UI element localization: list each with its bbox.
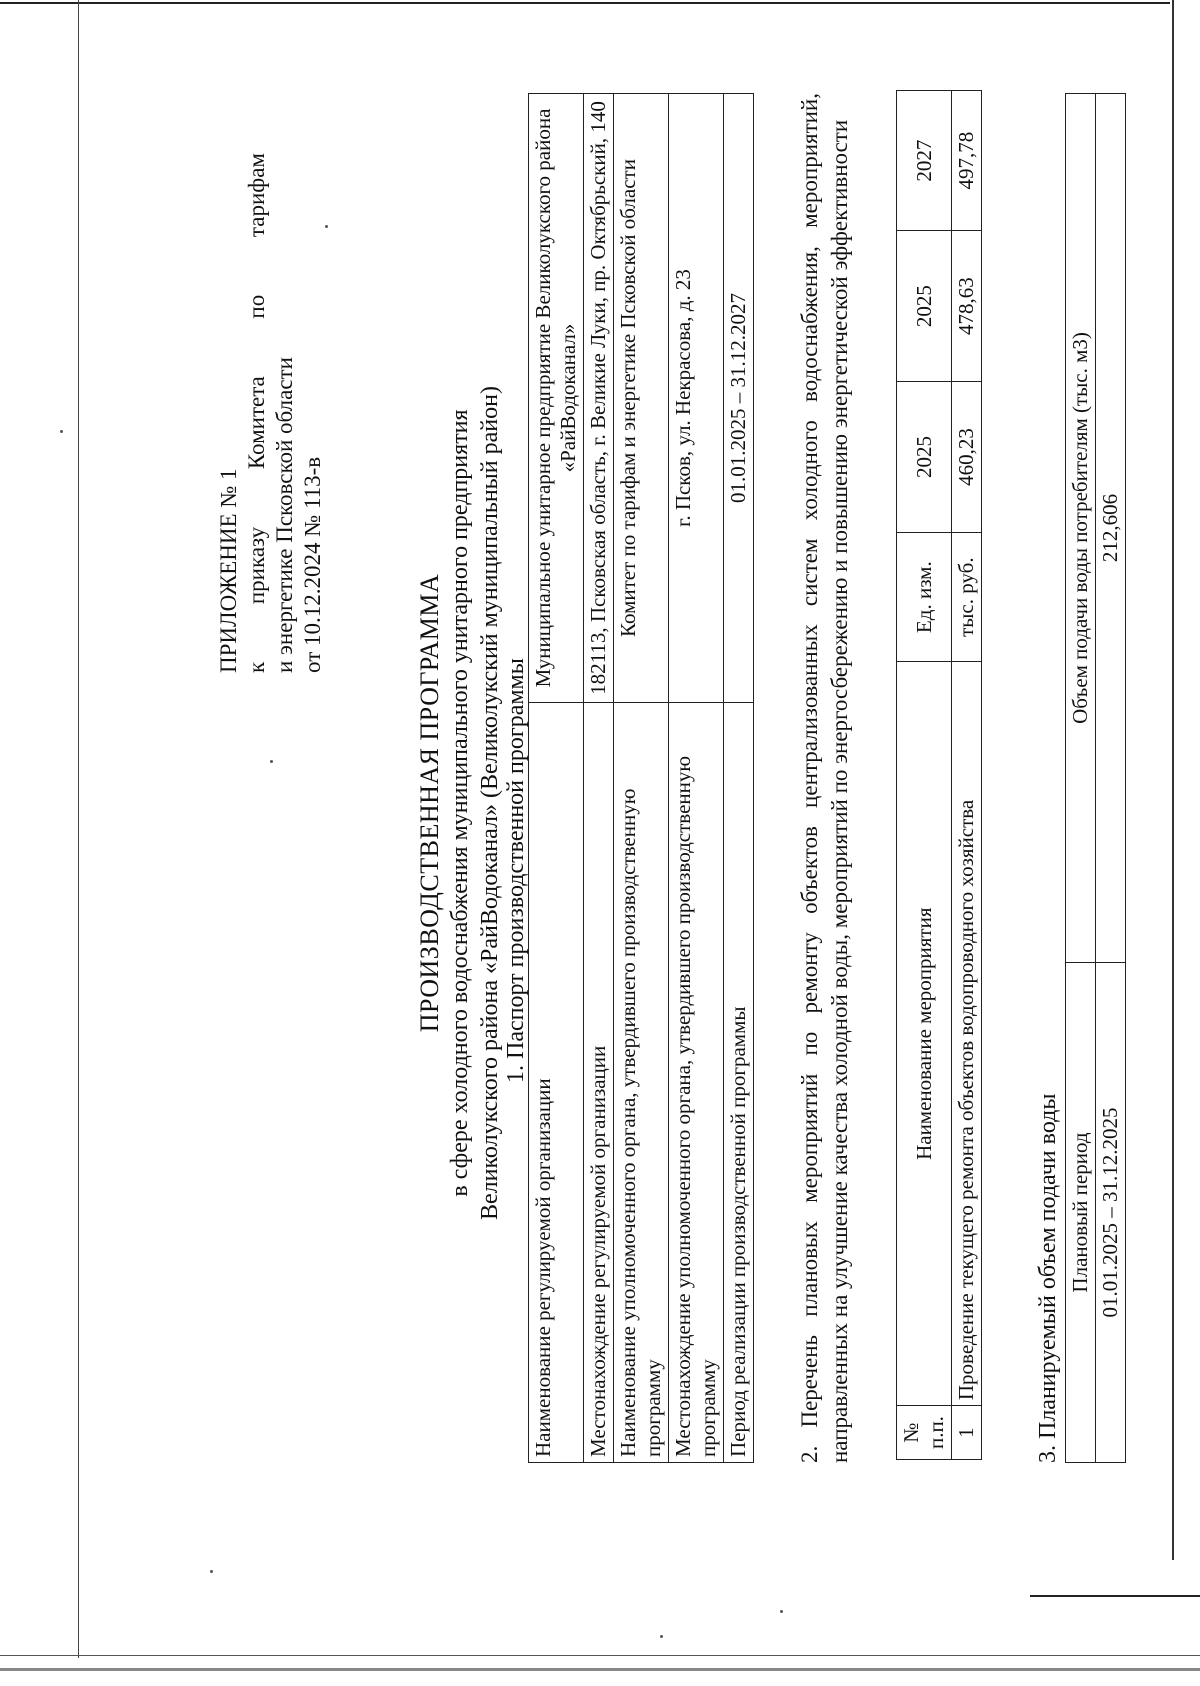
table-row (724, 94, 754, 1463)
appendix-word: приказу (244, 526, 269, 605)
document-title: ПРОИЗВОДСТВЕННАЯ ПРОГРАММА (415, 573, 444, 1033)
document-title-block (415, 303, 505, 1303)
measure-value-1: 460,23 (952, 382, 982, 533)
table-row (952, 91, 982, 1460)
passport-value: Комитет по тарифам и энергетике Псковской области (614, 94, 669, 703)
table-row (614, 94, 669, 1463)
volume-value: 212,606 (1096, 94, 1126, 963)
appendix-word: по (244, 294, 269, 319)
scan-speck (60, 430, 63, 433)
passport-label: Местонахождение уполномоченного органа, утвердившего производственную программу (669, 703, 724, 1463)
col-header-name: Наименование мероприятия (897, 662, 952, 1406)
passport-value: Муниципальное унитарное предприятие Великолукского района «РайВодоканал» (529, 94, 584, 703)
passport-table (528, 93, 754, 1463)
scan-speck (660, 1635, 663, 1638)
appendix-word: тарифам (244, 153, 269, 238)
passport-label: Наименование уполномоченного органа, утвердившего производственную программу (614, 703, 669, 1463)
section-3-heading: 3. Планируемый объем подачи воды (1035, 1093, 1061, 1463)
section-2-heading: 2. Перечень плановых мероприятий по ремонту объектов централизованных систем холодного водоснабжения, мероприятий, направленных на улучшение качества холодной воды, мероприятий по энергосбережению и повышению энергетической эффективности (797, 93, 852, 1463)
document-subtitle-1: в сфере холодного водоснабжения муниципального унитарного предприятия (447, 409, 473, 1197)
col-header-year-3: 2027 (897, 91, 952, 231)
measure-value-3: 497,78 (952, 91, 982, 231)
row-number: 1 (952, 1406, 982, 1460)
table-row (529, 94, 584, 1463)
measure-value-2: 478,63 (952, 231, 982, 382)
col-header-year-1: 2025 (897, 382, 952, 533)
col-header-number: № п.п. (897, 1406, 952, 1460)
measure-unit: тыс. руб. (952, 532, 982, 661)
appendix-line-2 (243, 153, 271, 673)
scan-border-bottom-shadow (0, 1668, 1200, 1671)
scan-border-bottom (0, 1655, 1200, 1656)
passport-value: г. Псков, ул. Некрасова, д. 23 (669, 94, 724, 703)
measures-header-row (897, 91, 952, 1460)
appendix-line-3: и энергетике Псковской области (272, 357, 297, 673)
rotated-document-page (60, 83, 1140, 1603)
appendix-title: ПРИЛОЖЕНИЕ № 1 (216, 468, 241, 673)
scan-speck (780, 1610, 783, 1613)
scan-speck (270, 760, 273, 763)
table-row (584, 94, 614, 1463)
appendix-word: к (244, 661, 269, 673)
appendix-date: от 10.12.2024 № 113-в (300, 456, 325, 673)
passport-value: 182113, Псковская область, г. Великие Луки, пр. Октябрьский, 140 (584, 94, 614, 703)
document-subtitle-2: Великолукского района «РайВодоканал» (Великолукский муниципальный район) (477, 386, 503, 1220)
passport-value: 01.01.2025 – 31.12.2027 (724, 94, 754, 703)
scan-border-right (1172, 0, 1174, 1560)
table-row (669, 94, 724, 1463)
period-value: 01.01.2025 – 31.12.2025 (1096, 963, 1126, 1463)
volume-header-row (1066, 94, 1096, 1463)
col-header-period: Плановый период (1066, 963, 1096, 1463)
volume-table (1065, 93, 1126, 1463)
appendix-word: Комитета (244, 376, 269, 470)
passport-label: Наименование регулируемой организации (529, 703, 584, 1463)
passport-label: Местонахождение регулируемой организации (584, 703, 614, 1463)
measures-table (896, 90, 982, 1460)
col-header-year-2: 2025 (897, 231, 952, 382)
appendix-block (215, 153, 327, 673)
scan-speck (325, 225, 328, 228)
measure-name: Проведение текущего ремонта объектов водопроводного хозяйства (952, 662, 982, 1406)
table-row (1096, 94, 1126, 1463)
passport-label: Период реализации производственной программы (724, 703, 754, 1463)
section-1-heading: 1. Паспорт производственной программы (503, 658, 529, 1083)
scan-border-top (0, 2, 1170, 4)
scan-speck (210, 1570, 213, 1573)
col-header-unit: Ед. изм. (897, 532, 952, 661)
col-header-volume: Объем подачи воды потребителям (тыс. м3) (1066, 94, 1096, 963)
